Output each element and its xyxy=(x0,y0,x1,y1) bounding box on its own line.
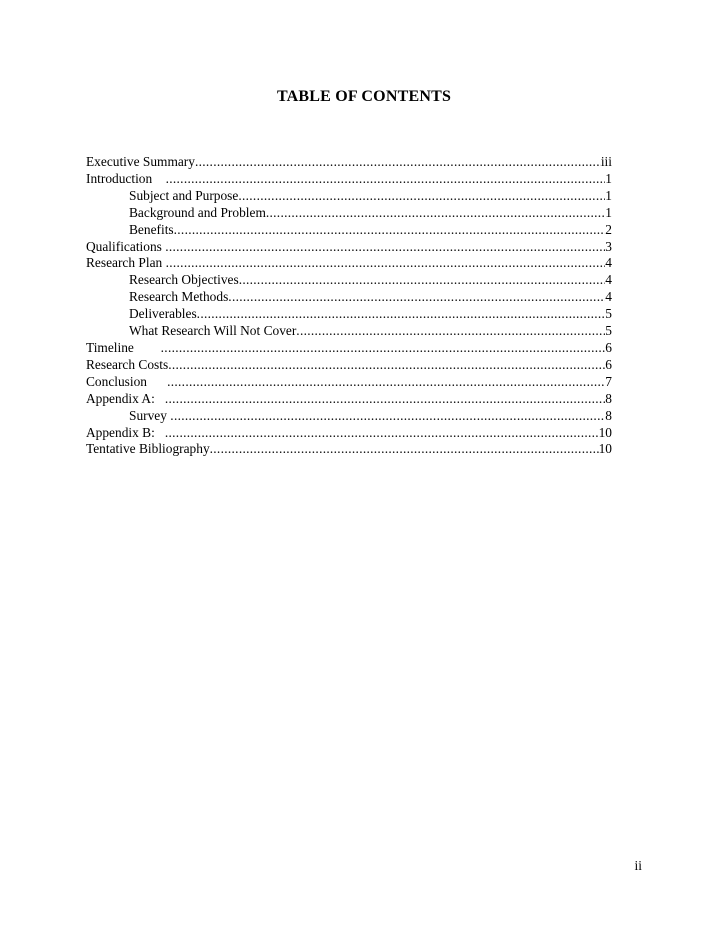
table-of-contents xyxy=(86,154,612,458)
dot-leader xyxy=(168,357,605,374)
dot-leader xyxy=(296,323,605,340)
toc-entry-page: 8 xyxy=(605,407,612,423)
toc-entry-title: Research Objectives xyxy=(129,272,239,288)
dot-leader xyxy=(167,374,605,391)
dot-leader xyxy=(228,289,605,306)
toc-entry-title: Subject and Purpose xyxy=(129,187,239,203)
toc-entry-page: 4 xyxy=(605,289,612,305)
toc-entry-title: Qualifications xyxy=(86,238,166,254)
toc-entry xyxy=(86,323,612,340)
toc-entry-title: Appendix B: xyxy=(86,424,165,440)
toc-entry-page: 4 xyxy=(605,255,612,271)
toc-entry xyxy=(86,154,612,171)
toc-entry-page: 5 xyxy=(605,323,612,339)
toc-entry xyxy=(86,391,612,408)
toc-entry-title: Appendix A: xyxy=(86,390,165,406)
toc-entry-title: What Research Will Not Cover xyxy=(129,323,297,339)
dot-leader xyxy=(165,391,605,408)
toc-entry-page: 3 xyxy=(605,238,612,254)
toc-entry xyxy=(86,408,612,425)
toc-entry-title: Research Methods xyxy=(129,289,229,305)
toc-entry xyxy=(86,289,612,306)
toc-entry xyxy=(86,171,612,188)
toc-entry-page: 2 xyxy=(605,221,612,237)
toc-entry-title: Research Plan xyxy=(86,255,166,271)
toc-entry-title: Deliverables xyxy=(129,306,197,322)
toc-entry xyxy=(86,306,612,323)
toc-entry-title: Benefits xyxy=(129,221,174,237)
dot-leader xyxy=(197,306,606,323)
toc-entry-page: 10 xyxy=(598,441,612,457)
dot-leader xyxy=(166,255,606,272)
toc-entry xyxy=(86,272,612,289)
toc-entry-title: Tentative Bibliography xyxy=(86,441,210,457)
toc-entry xyxy=(86,255,612,272)
dot-leader xyxy=(238,188,605,205)
dot-leader xyxy=(210,441,599,458)
toc-entry-title: Executive Summary xyxy=(86,154,195,169)
toc-entry xyxy=(86,441,612,458)
toc-entry xyxy=(86,357,612,374)
toc-entry-page: 10 xyxy=(598,424,612,440)
page-title: TABLE OF CONTENTS xyxy=(276,88,452,105)
toc-entry-page: iii xyxy=(600,154,612,169)
toc-entry xyxy=(86,188,612,205)
dot-leader xyxy=(161,340,606,357)
toc-entry-title: Research Costs xyxy=(86,356,169,372)
toc-entry xyxy=(86,425,612,442)
toc-entry xyxy=(86,374,612,391)
toc-entry-page: 8 xyxy=(605,390,612,406)
toc-entry-title: Survey xyxy=(129,407,171,423)
dot-leader xyxy=(165,425,599,442)
dot-leader xyxy=(166,171,606,188)
dot-leader xyxy=(266,205,605,222)
page-number: ii xyxy=(634,858,642,873)
toc-entry-page: 6 xyxy=(605,356,612,372)
toc-entry xyxy=(86,222,612,239)
toc-entry xyxy=(86,205,612,222)
toc-entry-title: Timeline xyxy=(86,339,161,355)
dot-leader xyxy=(239,272,606,289)
dot-leader xyxy=(165,239,605,256)
dot-leader xyxy=(174,222,606,239)
dot-leader xyxy=(195,154,601,171)
toc-entry-title: Introduction xyxy=(86,170,166,186)
toc-entry xyxy=(86,340,612,357)
toc-entry-page: 7 xyxy=(605,373,612,389)
toc-entry xyxy=(86,239,612,256)
toc-entry-page: 1 xyxy=(605,204,612,220)
toc-entry-page: 6 xyxy=(605,339,612,355)
dot-leader xyxy=(170,408,605,425)
toc-entry-page: 4 xyxy=(605,272,612,288)
toc-entry-page: 1 xyxy=(605,187,612,203)
toc-entry-title: Conclusion xyxy=(86,373,168,389)
toc-entry-title: Background and Problem xyxy=(129,204,266,220)
toc-entry-page: 1 xyxy=(605,170,612,186)
toc-entry-page: 5 xyxy=(605,306,612,322)
